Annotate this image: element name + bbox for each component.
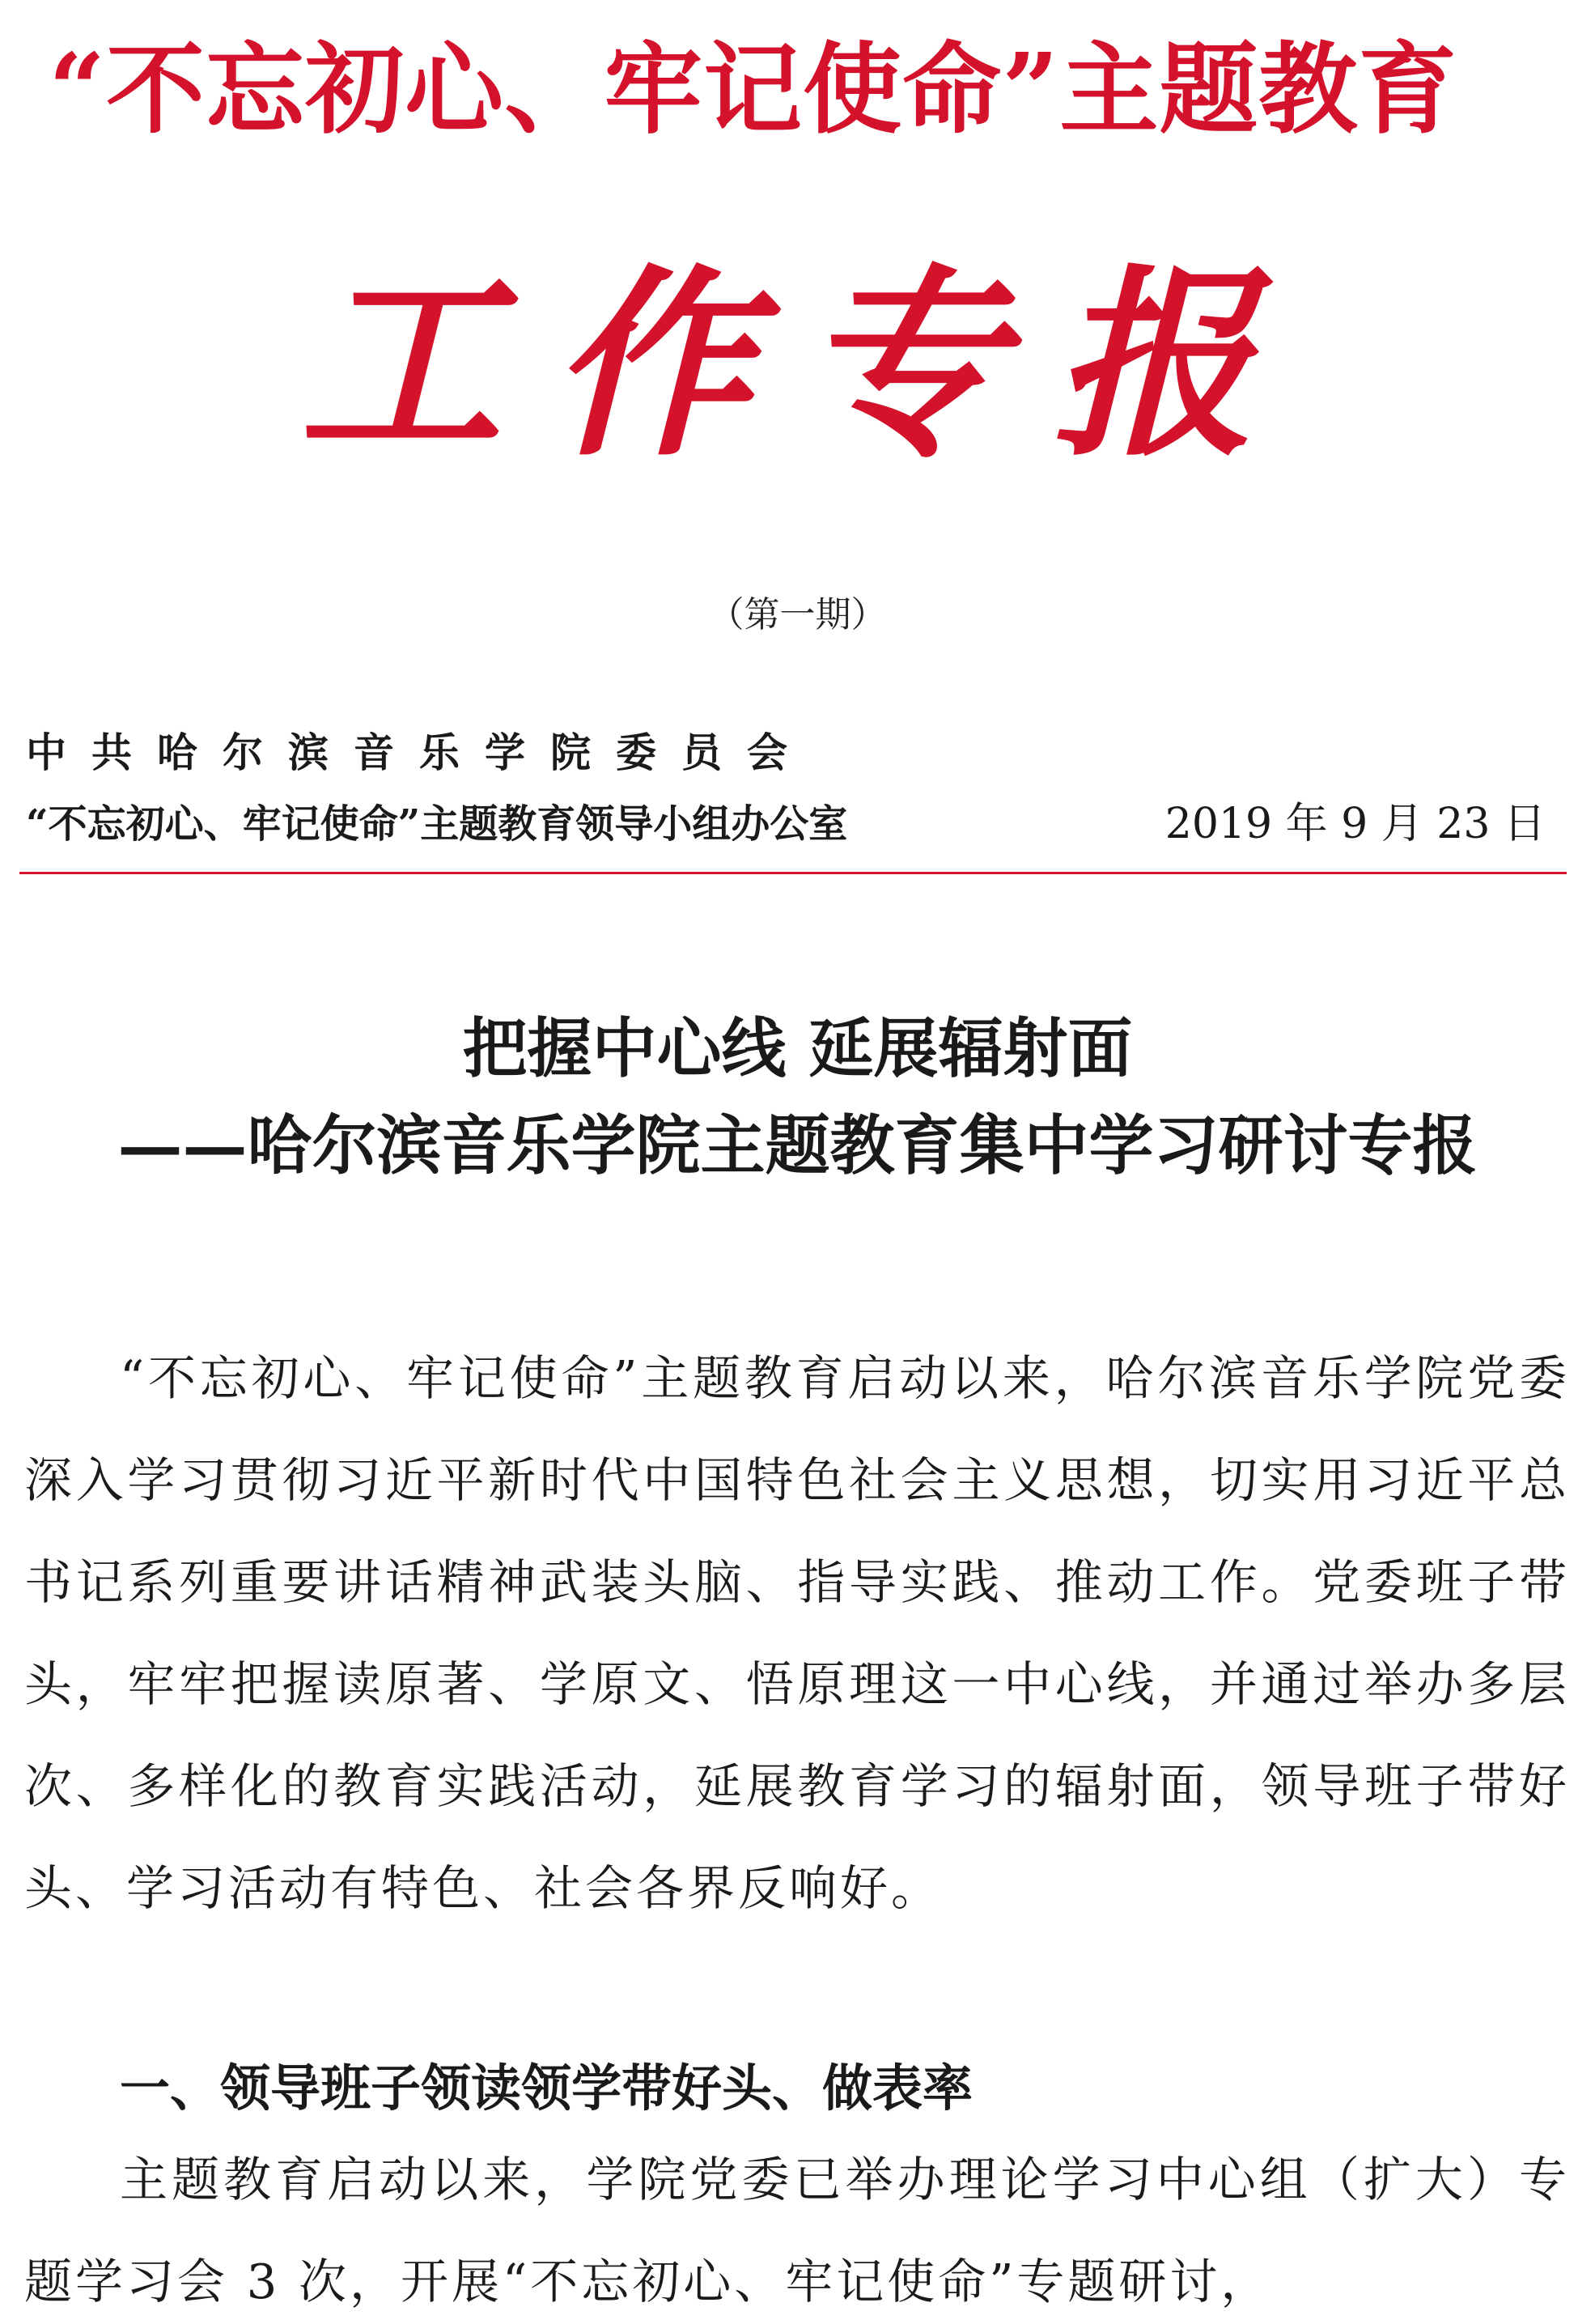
issuing-org-office: “不忘初心、牢记使命”主题教育领导小组办公室: [26, 801, 848, 847]
issuing-org-committee: 中共哈尔滨音乐学院委员会: [26, 729, 812, 776]
article-title: 把握中心线 延展辐射面: [462, 1010, 1133, 1086]
section-heading-1: 一、领导班子领读领学带好头、做表率: [120, 2058, 974, 2118]
article-subtitle: ——哈尔滨音乐学院主题教育集中学习研讨专报: [117, 1107, 1478, 1183]
theme-title: “不忘初心、牢记使命”主题教育: [49, 31, 1458, 147]
masthead-title: 工作专报: [299, 245, 1303, 483]
body-paragraph-2: 主题教育启动以来，学院党委已举办理论学习中心组（扩大）专题学习会 3 次，开展“不忘初心、牢记使命”专题研讨，: [24, 2152, 1570, 2309]
issue-date: 2019 年 9 月 23 日: [1164, 800, 1546, 848]
header-divider: [19, 872, 1567, 874]
issue-number: （第一期）: [708, 594, 887, 635]
body-paragraph-1: “不忘初心、牢记使命”主题教育启动以来，哈尔滨音乐学院党委深入学习贯彻习近平新时代中国特色社会主义思想，切实用习近平总书记系列重要讲话精神武装头脑、指导实践、推动工作。党委班子带头，牢牢把握读原著、学原文、悟原理这一中心线，并通过举办多层次、多样化的教育实践活动，延展教育学习的辐射面，领导班子带好头、学习活动有特色、社会各界反响好。: [24, 1350, 1570, 1916]
